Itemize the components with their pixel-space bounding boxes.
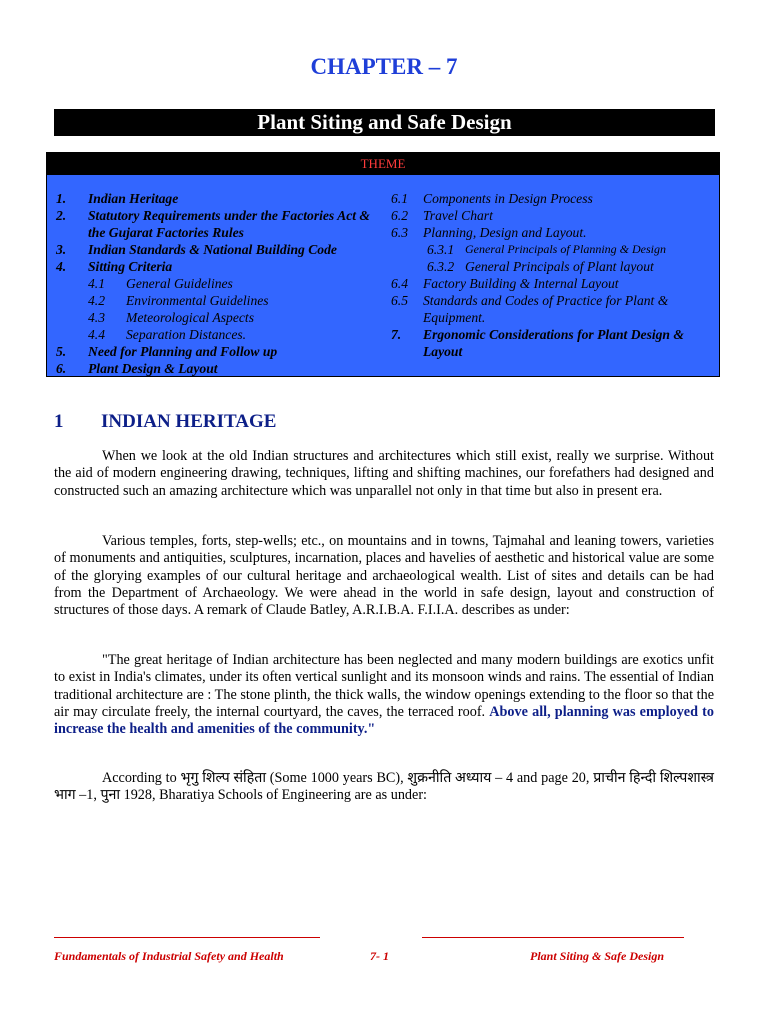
theme-item-text: Meteorological Aspects: [126, 310, 254, 325]
paragraph-3-text: "The great heritage of Indian architecture has been neglected and many modern buildings are exotics unfit to exist in India's climates, under its often vertical sunlight and its monsoon winds and rains. The essential of Indian traditional architecture are : The stone plinth, the thick walls, the window openings extending to the floor so that the air may circulate freely, the internal courtyard, the caves, the terraced roof.: [54, 652, 714, 720]
theme-item-number: 2.: [56, 208, 67, 223]
theme-item-text: Need for Planning and Follow up: [88, 344, 278, 359]
paragraph-1-text: When we look at the old Indian structures and architectures which still exist, really we surprise. Without the aid of modern engineering drawing, techniques, lifting and shifting machines, our forefathers had designed and constructed such an amazing architecture which was unparallel not only in that time but also in present era.: [54, 448, 714, 499]
theme-item-text: Indian Standards & National Building Code: [88, 242, 337, 257]
theme-item-number: 7.: [391, 327, 402, 342]
theme-item: [56, 326, 386, 343]
theme-item: [391, 275, 716, 292]
theme-item: [391, 326, 716, 360]
theme-item-number: 6.5: [391, 293, 408, 308]
theme-item-text: Components in Design Process: [423, 191, 593, 206]
paragraph-2-text: Various temples, forts, step-wells; etc., on mountains and in towns, Tajmahal and leaning towers, varieties of monuments and antiquities, sculptures, incarnation, places and havelies of aesthetic and historical value are some of the glorying examples of our cultural heritage and archaeological wealth. List of sites and details can be had from the Department of Archaeology. We were ahead in the world in safe design, layout and construction of structures of those days. A remark of Claude Batley, A.R.I.B.A. F.I.I.A. describes as under:: [54, 533, 714, 619]
theme-item-text: General Guidelines: [126, 276, 233, 291]
section-title: INDIAN HERITAGE: [101, 411, 277, 432]
theme-item-number: 6.3.1: [427, 242, 455, 257]
theme-box: [46, 152, 720, 377]
theme-item-number: 4.2: [88, 293, 105, 308]
footer-right: Plant Siting & Safe Design: [530, 949, 665, 963]
theme-item-number: 6.: [56, 361, 67, 376]
paragraph-4: [54, 770, 714, 805]
theme-item-text: Environmental Guidelines: [126, 293, 269, 308]
theme-item: [56, 258, 386, 275]
paragraph-2: [54, 533, 714, 619]
theme-item-number: 6.3: [391, 225, 408, 240]
theme-item: [56, 275, 386, 292]
theme-label: THEME: [47, 153, 719, 175]
paragraph-4-text: According to भृगु शिल्प संहिता (Some 1000 years BC), शुक्रनीति अध्याय – 4 and page 20, प्राचीन हिन्दी शिल्पशास्त्र भाग –1, पुना 1928, Bharatiya Schools of Engineering are as under:: [54, 770, 714, 804]
theme-item-number: 4.1: [88, 276, 105, 291]
theme-item-number: 4.3: [88, 310, 105, 325]
theme-item: [391, 207, 716, 224]
section-heading: [54, 411, 276, 433]
footer-rule-right: [422, 937, 684, 938]
theme-item-number: 3.: [56, 242, 67, 257]
footer-page-number: 7- 1: [370, 949, 389, 963]
theme-item-number: 5.: [56, 344, 67, 359]
theme-item-text: Separation Distances.: [126, 327, 247, 342]
theme-item-text: Factory Building & Internal Layout: [423, 276, 619, 291]
theme-item: [56, 343, 386, 360]
theme-item: [391, 190, 716, 207]
theme-item: [56, 292, 386, 309]
theme-item: [56, 241, 386, 258]
theme-item-text: Planning, Design and Layout.: [423, 225, 587, 240]
theme-item: [56, 207, 386, 241]
theme-item-number: 6.4: [391, 276, 408, 291]
theme-item: [391, 258, 716, 275]
theme-item-number: 4.: [56, 259, 67, 274]
theme-item-number: 6.2: [391, 208, 408, 223]
chapter-heading: CHAPTER – 7: [310, 54, 458, 79]
theme-left-column: [56, 190, 386, 377]
theme-item-text: General Principals of Planning & Design: [465, 242, 666, 256]
theme-item: [56, 360, 386, 377]
theme-item-text: Indian Heritage: [88, 191, 179, 206]
theme-item-text: Plant Design & Layout: [88, 361, 218, 376]
section-number: 1: [54, 411, 64, 432]
theme-item-number: 1.: [56, 191, 67, 206]
theme-item: [56, 309, 386, 326]
theme-item-text: Standards and Codes of Practice for Plant & Equipment.: [423, 293, 669, 325]
theme-item-text: Statutory Requirements under the Factories Act & the Gujarat Factories Rules: [88, 208, 370, 240]
paragraph-3: [54, 652, 714, 738]
theme-item-text: Travel Chart: [423, 208, 493, 223]
paragraph-1: [54, 448, 714, 500]
theme-item-number: 4.4: [88, 327, 105, 342]
theme-item-text: General Principals of Plant layout: [465, 259, 654, 274]
theme-item-text: Sitting Criteria: [88, 259, 173, 274]
footer-left: Fundamentals of Industrial Safety and Health: [54, 949, 284, 963]
theme-right-column: [391, 190, 716, 360]
theme-item-text: Ergonomic Considerations for Plant Design & Layout: [423, 327, 684, 359]
theme-item-number: 6.3.2: [427, 259, 455, 274]
theme-item: [391, 224, 716, 241]
footer-rule-left: [54, 937, 320, 938]
theme-item: [391, 241, 716, 258]
chapter-title: Plant Siting and Safe Design: [54, 109, 715, 136]
theme-item-number: 6.1: [391, 191, 408, 206]
theme-item: [56, 190, 386, 207]
theme-item: [391, 292, 716, 326]
paragraph-3-emphasis: Above all, planning was employed to increase the health and amenities of the community.": [54, 703, 714, 738]
